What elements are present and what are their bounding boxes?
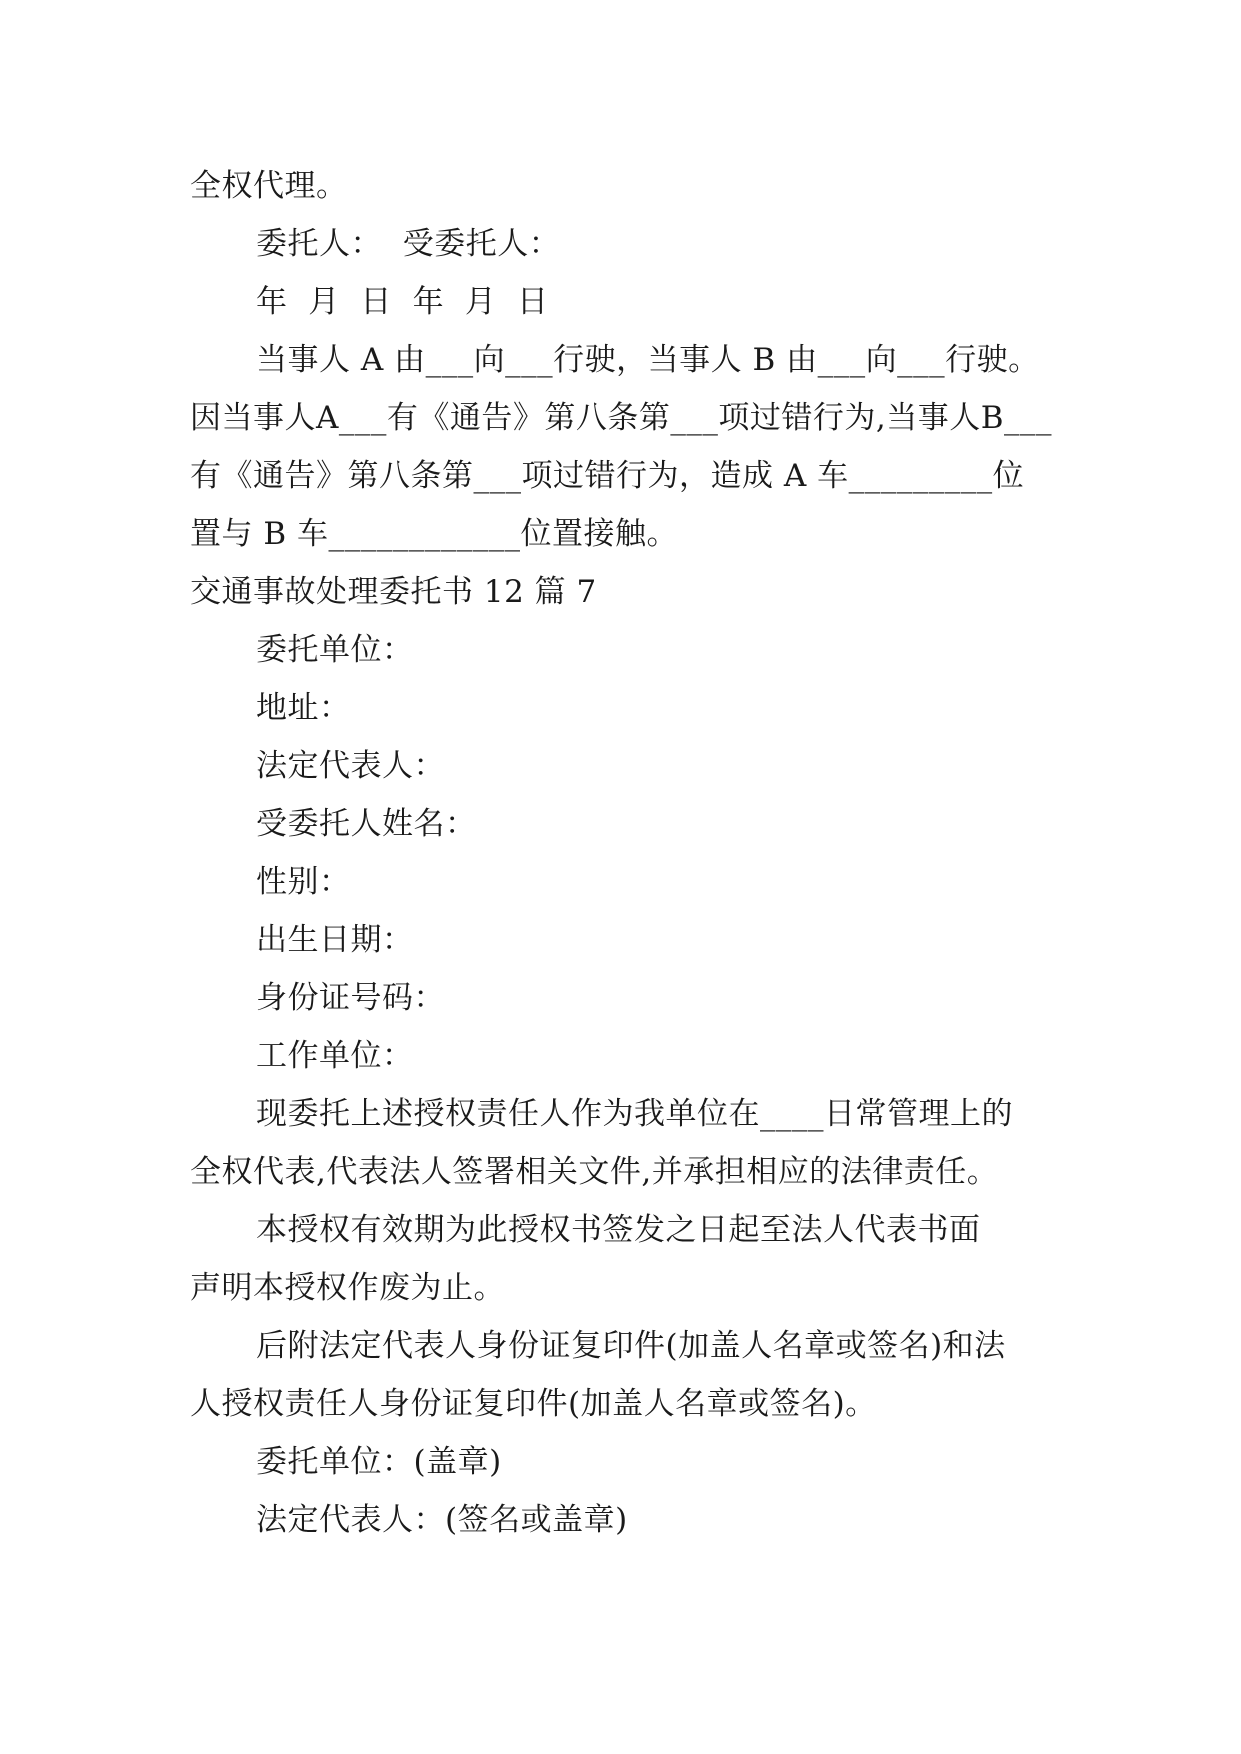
field-label: 委托单位： [256, 632, 414, 668]
field-label: 出生日期： [256, 922, 414, 958]
text-line: 声明本授权作废为止。 [190, 1270, 505, 1306]
section-heading: 交通事故处理委托书 12 篇 7 [190, 574, 597, 610]
text-line: 当事人 A 由___向___行驶，当事人 B 由___向___行驶。 [256, 342, 1040, 378]
field-label: 地址： [256, 690, 351, 726]
field-label: 委托单位：(盖章) [256, 1444, 502, 1480]
text-line: 人授权责任人身份证复印件(加盖人名章或签名)。 [190, 1386, 877, 1422]
date-placeholders: 年 月 日 年 月 日 [256, 284, 549, 320]
field-label: 受委托人姓名： [256, 806, 477, 842]
field-label: 法定代表人： [256, 748, 445, 784]
text-line: 全权代理。 [190, 168, 348, 204]
text-line: 因当事人A___有《通告》第八条第___项过错行为,当事人B___ [190, 400, 1053, 436]
field-label: 性别： [256, 864, 351, 900]
text-line: 后附法定代表人身份证复印件(加盖人名章或签名)和法 [256, 1328, 1006, 1364]
text-line: 有《通告》第八条第___项过错行为，造成 A 车_________位 [190, 458, 1025, 494]
text-line: 现委托上述授权责任人作为我单位在____日常管理上的 [256, 1096, 1013, 1132]
field-label: 法定代表人：(签名或盖章) [256, 1502, 628, 1538]
text-line: 本授权有效期为此授权书签发之日起至法人代表书面 [256, 1212, 981, 1248]
field-label: 身份证号码： [256, 980, 445, 1016]
field-label: 工作单位： [256, 1038, 414, 1074]
signature-labels: 委托人： 受委托人： [256, 226, 561, 262]
text-line: 全权代表,代表法人签署相关文件,并承担相应的法律责任。 [190, 1154, 999, 1190]
text-line: 置与 B 车____________位置接触。 [190, 516, 678, 552]
